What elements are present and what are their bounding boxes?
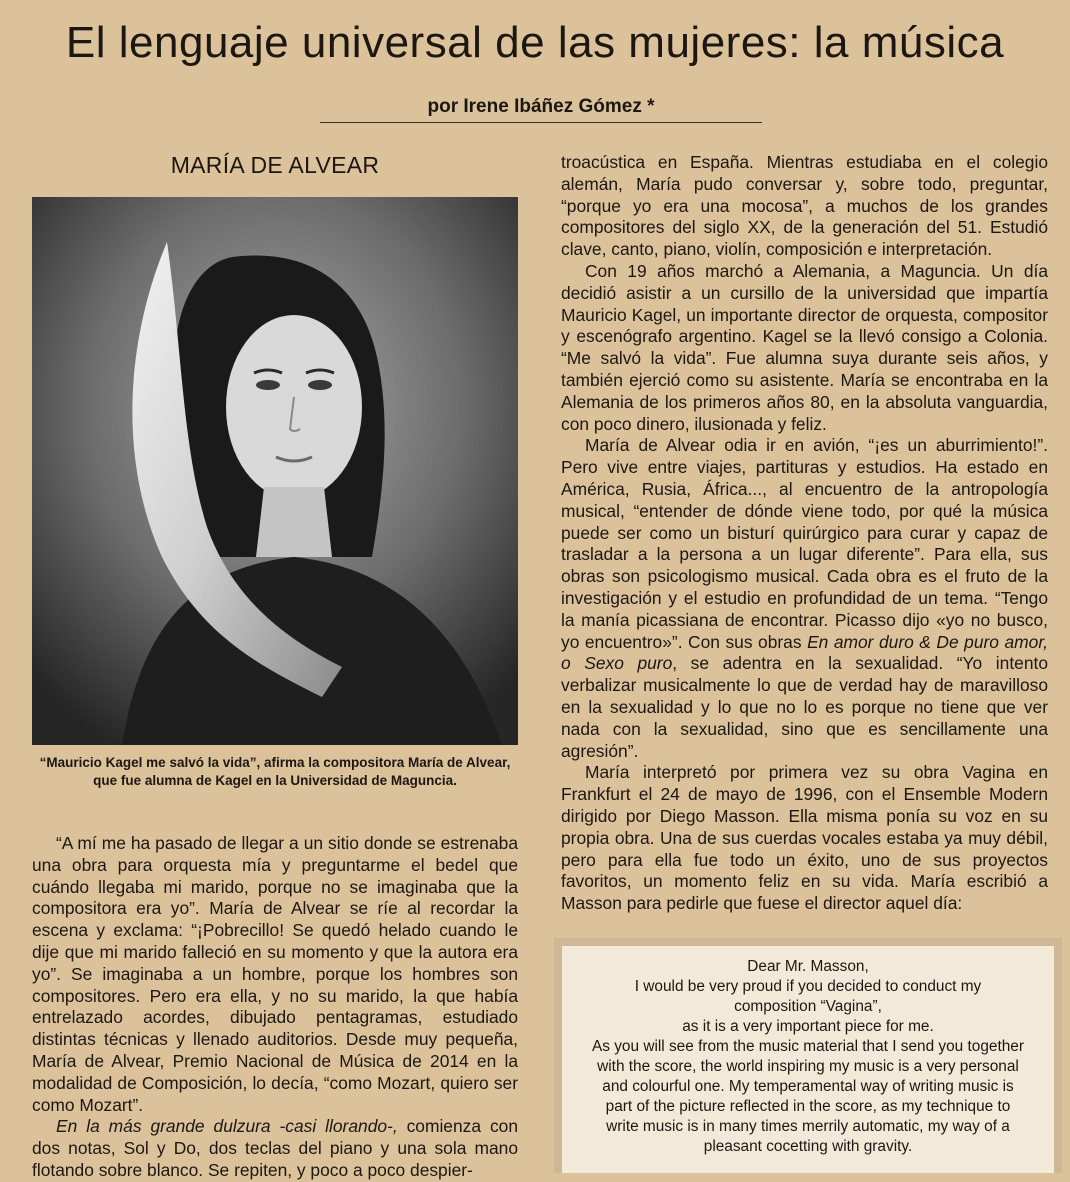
letter-line: Dear Mr. Masson, [747, 958, 869, 975]
photo-caption: “Mauricio Kagel me salvó la vida”, afirma la compositora María de Alvear, que fue alumna de Kagel en la Universidad de Maguncia. [39, 755, 511, 788]
byline: por Irene Ibáñez Gómez * [320, 96, 762, 123]
letter-text [562, 946, 1054, 1173]
right-paragraph-2: Con 19 años marchó a Alemania, a Maguncia. Un día decidió asistir a un cursillo de la universidad que impartía Mauricio Kagel, un importante director de orquesta, compositor y escenógrafo argentino. Kagel se la llevó consigo a Colonia. “Me salvó la vida”. Fue alumna suya durante seis años, y también ejerció como su asistente. María se encontraba en la Alemania de los primeros años 80, en la absoluta vanguardia, con poco dinero, ilusionada y feliz. [561, 260, 1048, 434]
right-paragraph-4: María interpretó por primera vez su obra Vagina en Frankfurt el 24 de mayo de 1996, con el Ensemble Modern dirigido por Diego Masson. Ella misma ponía su voz en su propia obra. Una de sus cuerdas vocales estaba ya muy débil, pero para ella fue todo un éxito, uno de sus proyectos favoritos, un momento feliz en su vida. María escribió a Masson para pedirle que fuese el director aquel día: [561, 762, 1048, 914]
right-paragraph-3-text-b: , se adentra en la sexualidad. “Yo intento verbalizar musicalmente lo que de verdad hay de maravilloso en la sexualidad y lo que no lo es porque no tiene que ver nada con la sexualidad, sino que es sencillamente una agresión”. [561, 653, 1048, 761]
letter-line: part of the picture reflected in the score, as my technique to [605, 1098, 1011, 1115]
letter-line: as it is a very important piece for me. [682, 1018, 934, 1035]
right-paragraph-3-italic: En amor duro & De puro amor, o Sexo puro [561, 631, 1048, 674]
letter-line: pleasant cocetting with gravity. [703, 1138, 913, 1155]
letter-line: write music is in many times merrily automatic, my way of a [606, 1118, 1010, 1135]
right-paragraph-3-text-a: María de Alvear odia ir en avión, “¡es un aburrimiento!”. Pero vive entre viajes, partituras y estudios. Ha estado en América, Rusia, África..., al encuentro de la antropología musical, “entender de dónde viene todo, por qué la música puede ser como un bisturí quirúrgico para curar y capaz de trasladar a la persona a un lugar diferente”. Para ella, sus obras son psicologismo musical. Cada obra es el fruto de la investigación y el estudio en profundidad de un tema. “Tengo la manía picassiana de encontrar. Picasso dijo «yo no busco, yo encuentro»”. Con sus obras [561, 435, 1048, 652]
left-paragraph-1: “A mí me ha pasado de llegar a un sitio donde se estrenaba una obra para orquesta mía y preguntarme el bedel que cuándo llegaba mi marido, porque no se imaginaba que la compositora era yo”. María de Alvear se ríe al recordar la escena y exclama: “¡Pobrecillo! Se quedó helado cuando le dije que mi marido falleció en su momento y que la autora era yo”. Se imaginaba a un hombre, porque los hombres son compositores. Pero era ella, y no su marido, la que había entrelazado acordes, dibujado pentagramas, estudiado distintas técnicas y llenado auditorios. Desde muy pequeña, María de Alvear, Premio Nacional de Música de 2014 en la modalidad de Composición, lo decía, “como Mozart, quiero ser como Mozart”. [32, 833, 518, 1115]
right-paragraph-1: troacústica en España. Mientras estudiaba en el colegio alemán, María pudo conversar y, sobre todo, preguntar, “porque yo era una mocosa”, a muchos de los grandes compositores del siglo XX, de la generación del 51. Estudió clave, canto, piano, violín, composición e interpretación. [561, 152, 1048, 260]
letter-line: with the score, the world inspiring my music is a very personal [597, 1058, 1019, 1075]
portrait-photo [32, 197, 518, 745]
left-column [32, 833, 518, 1182]
letter-line: As you will see from the music material that I send you together [592, 1038, 1024, 1055]
letter-box [554, 938, 1062, 1173]
right-paragraph-3 [561, 435, 1048, 762]
right-column [561, 152, 1048, 915]
left-paragraph-2 [32, 1116, 518, 1181]
section-name: MARÍA DE ALVEAR [170, 152, 380, 178]
left-paragraph-2-text: comienza con dos notas, Sol y Do, dos teclas del piano y una sola mano flotando sobre blanco. Se repiten, y poco a poco despier- [32, 1116, 518, 1180]
letter-line: and colourful one. My temperamental way of writing music is [602, 1078, 1014, 1095]
left-paragraph-2-italic: En la más grande dulzura -casi llorando-, [56, 1116, 398, 1137]
article-title: El lenguaje universal de las mujeres: la música [65, 18, 1005, 67]
letter-line: composition “Vagina”, [734, 998, 882, 1015]
letter-line: I would be very proud if you decided to conduct my [634, 978, 982, 995]
